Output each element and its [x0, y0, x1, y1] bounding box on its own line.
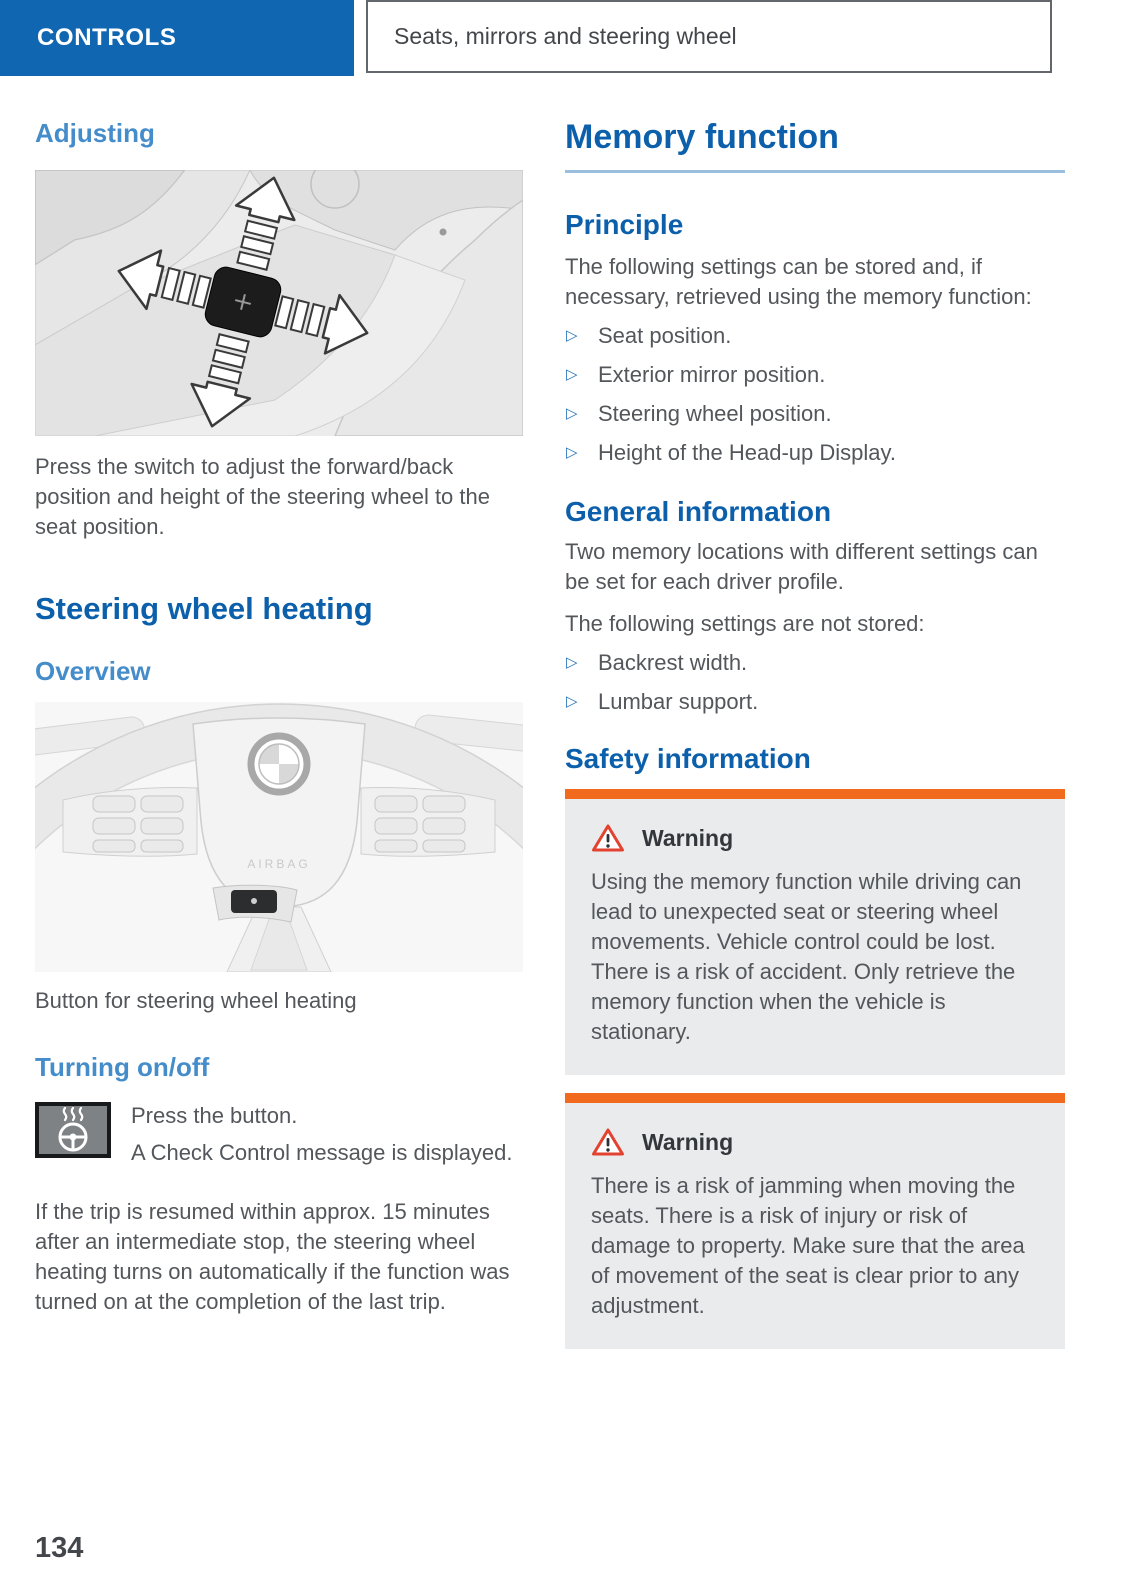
- svg-text:AIRBAG: AIRBAG: [247, 857, 311, 871]
- section-title: Seats, mirrors and steering wheel: [394, 23, 737, 49]
- principle-intro: The following settings can be stored and, if necessary, retrieved using the memory function:: [565, 254, 1032, 309]
- general-para-2: The following settings are not stored:: [565, 611, 925, 636]
- page-number: 134: [35, 1532, 84, 1564]
- bullet-triangle-icon: ▷: [566, 366, 578, 383]
- steering-wheel-illustration: [35, 702, 523, 972]
- turning-step: [35, 1102, 523, 1171]
- warning-text: Using the memory function while driving can lead to unexpected seat or steering wheel movements. Vehicle control could be lost. There is a risk of accident. Only retrieve the memory function when the vehicle is stationary.: [591, 869, 1022, 1044]
- heading-adjusting: Adjusting: [35, 118, 155, 148]
- heading-safety-information: Safety information: [565, 743, 811, 774]
- bmw-roundel-icon: [251, 736, 307, 792]
- left-column: [35, 118, 523, 1317]
- list-item-text: Seat position.: [598, 323, 732, 348]
- heading-steering-wheel-heating: Steering wheel heating: [35, 591, 373, 626]
- general-bullet-list: [565, 648, 1065, 717]
- warning-title: Warning: [642, 824, 734, 851]
- steering-wheel-heating-button-icon: [35, 1102, 111, 1158]
- chapter-banner: [0, 0, 354, 76]
- list-item: [565, 321, 1065, 351]
- bullet-triangle-icon: ▷: [566, 327, 578, 344]
- list-item: [565, 360, 1065, 390]
- heading-turning-on-off: Turning on/off: [35, 1052, 210, 1082]
- warning-box: [565, 1093, 1065, 1349]
- list-item: [565, 648, 1065, 678]
- heading-general-information: General information: [565, 496, 832, 527]
- bullet-triangle-icon: ▷: [566, 405, 578, 422]
- steering-wheel-caption: Button for steering wheel heating: [35, 988, 357, 1013]
- warning-triangle-icon: [591, 823, 625, 853]
- heading-overview: Overview: [35, 656, 151, 686]
- heading-memory-function: Memory function: [565, 118, 1065, 173]
- principle-bullet-list: [565, 321, 1065, 468]
- list-item: [565, 399, 1065, 429]
- turning-result: A Check Control message is displayed.: [131, 1140, 513, 1165]
- warning-text: There is a risk of jamming when moving the seats. There is a risk of injury or risk of damage to property. Make sure that the area of movement of the seat is clear prior to any adjustment.: [591, 1173, 1025, 1318]
- warning-title: Warning: [642, 1128, 734, 1155]
- list-item-text: Height of the Head-up Display.: [598, 440, 896, 465]
- bullet-triangle-icon: ▷: [566, 444, 578, 461]
- bullet-triangle-icon: ▷: [566, 693, 578, 710]
- steering-column-adjustment-illustration: [35, 170, 523, 436]
- list-item-text: Steering wheel position.: [598, 401, 832, 426]
- turning-step-text: [131, 1097, 513, 1171]
- turning-instruction: Press the button.: [131, 1103, 298, 1128]
- list-item: [565, 687, 1065, 717]
- right-column: [565, 118, 1065, 1349]
- list-item-text: Exterior mirror position.: [598, 362, 826, 387]
- warning-header: [591, 1127, 1039, 1157]
- list-item: [565, 438, 1065, 468]
- warning-header: [591, 823, 1039, 853]
- warning-triangle-icon: [591, 1127, 625, 1157]
- general-para-1: Two memory locations with different settings can be set for each driver profile.: [565, 539, 1038, 594]
- adjusting-body: Press the switch to adjust the forward/back position and height of the steering wheel to the seat position.: [35, 454, 490, 539]
- chapter-label: CONTROLS: [37, 24, 177, 51]
- warning-box: [565, 789, 1065, 1075]
- list-item-text: Lumbar support.: [598, 689, 759, 714]
- list-item-text: Backrest width.: [598, 650, 748, 675]
- section-title-box: [366, 0, 1052, 73]
- turning-body: If the trip is resumed within approx. 15 minutes after an intermediate stop, the steering wheel heating turns on automatically if the function was turned on at the completion of the last trip.: [35, 1199, 510, 1314]
- heading-principle: Principle: [565, 209, 684, 240]
- bullet-triangle-icon: ▷: [566, 654, 578, 671]
